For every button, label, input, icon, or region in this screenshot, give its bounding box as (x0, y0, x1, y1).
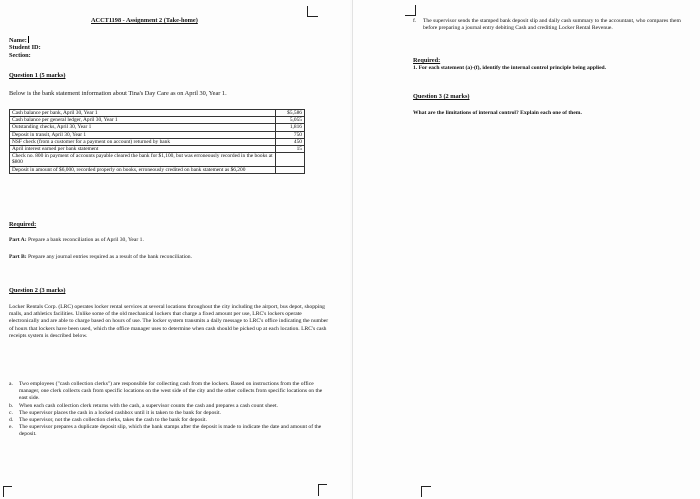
bank-row (10, 153, 305, 166)
list-item (9, 403, 331, 410)
list-item-text: The supervisor places the cash in a locked cashbox until it is taken to the bank for deposit. (19, 409, 221, 416)
bank-row-value: 1,816 (276, 124, 305, 131)
question-1-title: Question 1 (5 marks) (9, 72, 66, 79)
list-item-key: d. (9, 417, 14, 424)
question-3-text: What are the limitations of internal control? Explain each one of them. (413, 110, 582, 116)
bank-row (10, 131, 305, 138)
bank-row (10, 138, 305, 145)
crop-mark-top-left (405, 5, 416, 16)
right-required-item: 1. For each statement (a)-(f), identify the internal control principle being applied. (413, 65, 607, 71)
question-1-intro: Below is the bank statement information about Tina's Day Care as on April 30, Year 1. (9, 90, 227, 97)
part-a: Part A: Prepare a bank reconciliation as of April 30, Year 1. (9, 237, 144, 243)
bank-row (10, 166, 305, 173)
bank-row-label: Cash balance per general ledger, April 30, Year 1 (10, 117, 276, 124)
student-id-label: Student ID: (9, 44, 41, 51)
section-label: Section: (9, 52, 31, 59)
crop-mark-bottom-left (3, 486, 12, 497)
list-item (9, 381, 331, 403)
bank-row-label: NSF check (from a customer for a payment on account) returned by bank (10, 138, 276, 145)
bank-row-value: $5,586 (276, 110, 305, 117)
right-page (352, 0, 700, 499)
bank-row-value: 750 (276, 131, 305, 138)
question-2-paragraph: Locker Rentals Corp. (LRC) operates locker rental services at several locations throughout the city including the airport, bus depot, shopping malls, and athletics facilities. Unlike some of the old mechanical lockers that charge a fixed amount per use, LRC's lockers operate electronically and are able to charge based on hours of use. The locker system transmits a daily message to LRC's office indicating the number of hours that lockers have been used, which the office manager uses to determine when cash should be picked up at each location. LRC's cash receipts system is described below. (9, 304, 329, 339)
question-2-title: Question 2 (3 marks) (9, 287, 66, 294)
assignment-header: ACCT1198 - Assignment 2 (Take-home) (91, 17, 198, 24)
bank-row-value (276, 153, 305, 166)
right-required-title: Required: (413, 57, 441, 64)
bank-row-value: 450 (276, 138, 305, 145)
name-label: Name: (9, 37, 27, 44)
crop-mark-bottom-right (318, 484, 327, 496)
list-item (9, 424, 331, 438)
bank-row (10, 124, 305, 131)
bank-row-label: April interest earned per bank statement (10, 146, 276, 153)
list-item-key: a. (9, 381, 13, 387)
item-f: f. The supervisor sends the stamped bank deposit slip and daily cash summary to the accountant, who compares them before preparing a journal entry debiting Cash and crediting Locker Rental Revenue. (413, 18, 681, 32)
bank-row-value (276, 166, 305, 173)
question-2-items (9, 381, 331, 439)
part-b: Part B: Prepare any journal entries required as a result of the bank reconciliation. (9, 254, 192, 260)
question-3-title: Question 3 (2 marks) (413, 93, 470, 100)
list-item-text: The supervisor, not the cash collection clerks, takes the cash to the bank for deposit. (19, 417, 207, 424)
list-item-key: c. (9, 409, 13, 416)
bank-row (10, 110, 305, 117)
list-item (9, 410, 331, 417)
crop-mark-top-right (307, 6, 318, 17)
required-title: Required: (9, 221, 37, 228)
list-item-text: The supervisor prepares a duplicate deposit slip, which the bank stamps after the deposit is made to indicate the date and amount of the deposit. (19, 424, 322, 438)
list-item-key: e. (9, 424, 13, 431)
bank-row-label: Cash balance per bank, April 30, Year 1 (10, 110, 276, 117)
bank-row-value: 5,055 (276, 117, 305, 124)
bank-row (10, 117, 305, 124)
list-item-key: b. (9, 402, 14, 409)
bank-row (10, 146, 305, 153)
bank-row-value: 15 (276, 146, 305, 153)
list-item-text: When each cash collection clerk returns with the cash, a supervisor counts the cash and prepares a cash count sheet. (19, 402, 278, 409)
bank-statement-table (9, 109, 305, 174)
list-item-text: Two employees ("cash collection clerks") are responsible for collecting cash from the lockers. Based on instructions from the office manager, one clerk collects cash from specific locations on the west side of the city and the other collects from specific locations on the east side. (19, 381, 323, 402)
bank-row-label: Deposit in amount of $6,000, recorded properly on books, erroneously credited on bank statement as $6,200 (10, 166, 276, 173)
bank-row-label: Check no. 800 in payment of accounts payable cleared the bank for $1,100, but was erroneously recorded in the books at $800 (10, 153, 276, 166)
bank-row-label: Deposit in transit, April 30, Year 1 (10, 131, 276, 138)
bank-row-label: Outstanding checks, April 30, Year 1 (10, 124, 276, 131)
crop-mark-bottom-left-r (421, 486, 431, 497)
